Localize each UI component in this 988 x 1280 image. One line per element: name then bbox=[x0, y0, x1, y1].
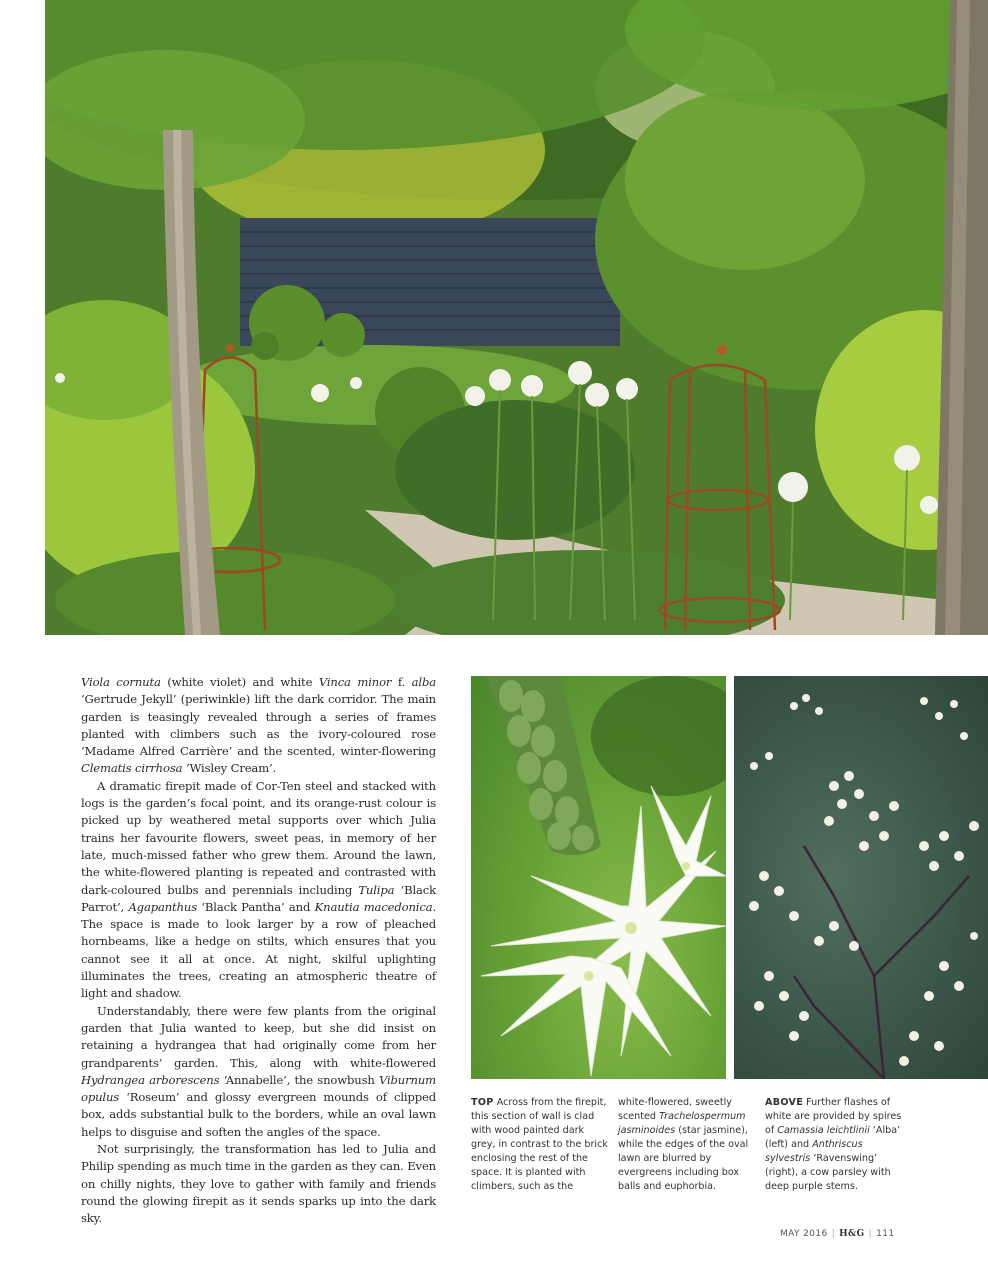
plant-name: Agapanthus bbox=[128, 899, 198, 914]
body-paragraph-1 bbox=[81, 674, 436, 778]
body-text: (white violet) and white bbox=[160, 675, 319, 689]
footer-separator: | bbox=[831, 1229, 836, 1239]
body-text: ‘Annabelle’, the snowbush bbox=[219, 1072, 379, 1087]
body-paragraph-4 bbox=[81, 1141, 436, 1227]
body-paragraph-3 bbox=[81, 1003, 436, 1141]
plant-name: Knautia macedonica bbox=[314, 899, 433, 914]
caption-top-text: Across from the firepit, this section of wall is clad with wood painted dark grey, in contrast to the brick enclosing the rest of the space. It is planted with climbers, such as the bbox=[471, 1097, 608, 1192]
camassia-photo bbox=[471, 676, 726, 1079]
plant-name: Viburnum opulus bbox=[81, 1072, 436, 1105]
body-text: A dramatic firepit made of Cor-Ten steel and stacked with logs is the garden’s focal point, and its orange-rust colour is picked up by weathered metal supports over which Julia trains her favourite flowers, sweet peas, in memory of her late, much-missed father who grew them. Around the lawn, the white-flowered planting is repeated and contrasted with dark-coloured bulbs and perennials including bbox=[81, 778, 436, 897]
caption-above-label: ABOVE bbox=[765, 1097, 804, 1108]
plant-name: Vinca minor bbox=[318, 675, 392, 689]
caption-above-text: Further flashes of white are provided by spires of bbox=[765, 1097, 902, 1136]
caption-above-plant-1: Camassia leichtlinii bbox=[777, 1125, 870, 1136]
footer-separator: | bbox=[868, 1229, 873, 1239]
plant-name: Hydrangea arborescens bbox=[81, 1072, 220, 1087]
body-text: f. bbox=[391, 675, 412, 689]
magazine-brand: H&G bbox=[839, 1229, 865, 1239]
body-paragraph-2 bbox=[81, 778, 436, 1003]
issue-date: MAY 2016 bbox=[780, 1229, 828, 1239]
plant-name: alba bbox=[411, 675, 436, 689]
caption-top-plant-name: Trachelospermum jasminoides bbox=[618, 1111, 746, 1136]
caption-top-text-end: (star jasmine), while the edges of the oval lawn are blurred by evergreens including box balls and euphorbia. bbox=[618, 1125, 749, 1192]
page-number: 111 bbox=[876, 1229, 895, 1239]
body-text: ‘Wisley Cream’. bbox=[182, 761, 277, 776]
caption-top-label: TOP bbox=[471, 1097, 494, 1108]
caption-above-text-3: ‘Ravenswing’ (right), a cow parsley with deep purple stems. bbox=[765, 1153, 891, 1192]
page-footer bbox=[780, 1229, 920, 1239]
caption-top-part1 bbox=[471, 1096, 609, 1194]
plant-name: Tulipa bbox=[358, 882, 395, 897]
caption-above-plant-2: Anthriscus sylvestris bbox=[765, 1139, 863, 1164]
caption-top-part2 bbox=[618, 1096, 756, 1194]
plant-name: Viola cornuta bbox=[81, 675, 161, 689]
body-text: ‘Gertrude Jekyll’ (periwinkle) lift the dark corridor. The main garden is teasingly revealed through a series of frames planted with climbers such as the ivory-coloured rose ‘Madame Alfred Carrière’ and the scented, winter-flowering bbox=[81, 692, 436, 759]
body-text: Understandably, there were few plants from the original garden that Julia wanted to keep, but she did insist on retaining a hydrangea that had originally come from her grandparents’ garden. This, along with white-flowered bbox=[81, 1003, 436, 1070]
body-text: ‘Black Parrot’, bbox=[81, 882, 436, 914]
caption-above bbox=[765, 1096, 905, 1194]
caption-above-text-2: ‘Alba’ (left) and bbox=[765, 1125, 901, 1150]
garden-hero-photo bbox=[45, 0, 988, 635]
anthriscus-illustration bbox=[734, 676, 988, 1079]
body-text: . The space is made to look larger by a row of pleached hornbeams, like a hedge on stilts, which ensures that you cannot see it all at once. At night, skilful uplighting illuminates the trees, creating an atmospheric theatre of light and shadow. bbox=[81, 899, 436, 1001]
article-body bbox=[81, 674, 436, 1228]
camassia-illustration bbox=[471, 676, 726, 1079]
body-text: ‘Black Pantha’ and bbox=[197, 899, 315, 914]
garden-scene-illustration bbox=[45, 0, 988, 635]
body-text: ‘Roseum’ and glossy evergreen mounds of clipped box, adds substantial bulk to the borders, while an oval lawn helps to disguise and soften the angles of the space. bbox=[81, 1090, 436, 1139]
body-text: Not surprisingly, the transformation has led to Julia and Philip spending as much time in the garden as they can. Even on chilly nights, they love to gather with family and friends round the glowing firepit as it sends sparks up into the dark sky. bbox=[81, 1142, 436, 1226]
caption-top-text-cont: white-flowered, sweetly scented bbox=[618, 1097, 732, 1122]
plant-name: Clematis cirrhosa bbox=[81, 761, 183, 776]
anthriscus-photo bbox=[734, 676, 988, 1079]
